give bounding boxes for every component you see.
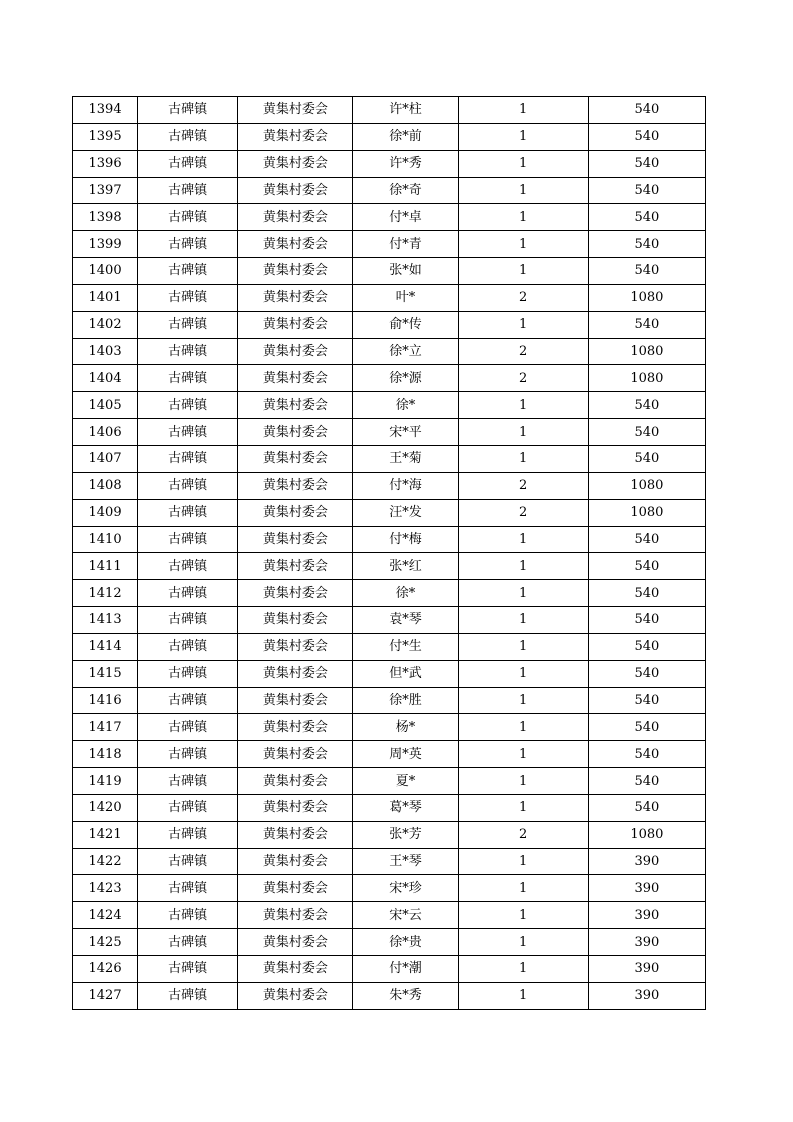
- count-cell: 1: [458, 231, 588, 258]
- table-row: [73, 526, 706, 553]
- amount-cell: 540: [588, 660, 705, 687]
- amount-cell: 1080: [588, 472, 705, 499]
- row-number-cell: 1394: [73, 97, 138, 124]
- table-row: [73, 929, 706, 956]
- count-cell: 1: [458, 982, 588, 1009]
- row-number-cell: 1424: [73, 902, 138, 929]
- row-number-cell: 1402: [73, 311, 138, 338]
- name-cell: 叶*: [353, 284, 458, 311]
- row-number-cell: 1406: [73, 419, 138, 446]
- town-cell: 古碑镇: [138, 714, 238, 741]
- name-cell: 徐*立: [353, 338, 458, 365]
- table-row: [73, 741, 706, 768]
- amount-cell: 540: [588, 419, 705, 446]
- amount-cell: 390: [588, 875, 705, 902]
- table-row: [73, 311, 706, 338]
- table-row: [73, 445, 706, 472]
- table-body: [73, 97, 706, 1010]
- count-cell: 1: [458, 607, 588, 634]
- count-cell: 1: [458, 419, 588, 446]
- village-committee-cell: 黄集村委会: [238, 231, 353, 258]
- name-cell: 汪*发: [353, 499, 458, 526]
- row-number-cell: 1409: [73, 499, 138, 526]
- count-cell: 1: [458, 902, 588, 929]
- table-row: [73, 794, 706, 821]
- town-cell: 古碑镇: [138, 741, 238, 768]
- town-cell: 古碑镇: [138, 311, 238, 338]
- name-cell: 周*英: [353, 741, 458, 768]
- amount-cell: 540: [588, 204, 705, 231]
- row-number-cell: 1419: [73, 768, 138, 795]
- amount-cell: 390: [588, 929, 705, 956]
- name-cell: 付*生: [353, 633, 458, 660]
- amount-cell: 540: [588, 794, 705, 821]
- town-cell: 古碑镇: [138, 821, 238, 848]
- count-cell: 1: [458, 123, 588, 150]
- table-row: [73, 553, 706, 580]
- table-row: [73, 875, 706, 902]
- row-number-cell: 1404: [73, 365, 138, 392]
- name-cell: 徐*奇: [353, 177, 458, 204]
- row-number-cell: 1398: [73, 204, 138, 231]
- table-row: [73, 956, 706, 983]
- town-cell: 古碑镇: [138, 607, 238, 634]
- count-cell: 1: [458, 445, 588, 472]
- amount-cell: 540: [588, 553, 705, 580]
- count-cell: 2: [458, 365, 588, 392]
- amount-cell: 540: [588, 768, 705, 795]
- row-number-cell: 1420: [73, 794, 138, 821]
- town-cell: 古碑镇: [138, 177, 238, 204]
- name-cell: 付*卓: [353, 204, 458, 231]
- row-number-cell: 1423: [73, 875, 138, 902]
- row-number-cell: 1422: [73, 848, 138, 875]
- count-cell: 1: [458, 150, 588, 177]
- amount-cell: 1080: [588, 499, 705, 526]
- row-number-cell: 1396: [73, 150, 138, 177]
- name-cell: 王*菊: [353, 445, 458, 472]
- table-row: [73, 338, 706, 365]
- table-row: [73, 982, 706, 1009]
- town-cell: 古碑镇: [138, 553, 238, 580]
- town-cell: 古碑镇: [138, 660, 238, 687]
- row-number-cell: 1401: [73, 284, 138, 311]
- row-number-cell: 1417: [73, 714, 138, 741]
- count-cell: 1: [458, 875, 588, 902]
- village-committee-cell: 黄集村委会: [238, 123, 353, 150]
- table-row: [73, 472, 706, 499]
- count-cell: 1: [458, 929, 588, 956]
- town-cell: 古碑镇: [138, 150, 238, 177]
- village-committee-cell: 黄集村委会: [238, 982, 353, 1009]
- table-row: [73, 419, 706, 446]
- row-number-cell: 1426: [73, 956, 138, 983]
- town-cell: 古碑镇: [138, 848, 238, 875]
- village-committee-cell: 黄集村委会: [238, 284, 353, 311]
- table-row: [73, 580, 706, 607]
- row-number-cell: 1413: [73, 607, 138, 634]
- name-cell: 夏*: [353, 768, 458, 795]
- village-committee-cell: 黄集村委会: [238, 768, 353, 795]
- name-cell: 张*如: [353, 258, 458, 285]
- town-cell: 古碑镇: [138, 419, 238, 446]
- count-cell: 1: [458, 714, 588, 741]
- table-row: [73, 633, 706, 660]
- amount-cell: 540: [588, 687, 705, 714]
- count-cell: 2: [458, 821, 588, 848]
- amount-cell: 1080: [588, 284, 705, 311]
- table-row: [73, 714, 706, 741]
- row-number-cell: 1412: [73, 580, 138, 607]
- table-row: [73, 365, 706, 392]
- amount-cell: 540: [588, 526, 705, 553]
- table-row: [73, 123, 706, 150]
- village-committee-cell: 黄集村委会: [238, 956, 353, 983]
- village-committee-cell: 黄集村委会: [238, 875, 353, 902]
- town-cell: 古碑镇: [138, 472, 238, 499]
- count-cell: 1: [458, 204, 588, 231]
- name-cell: 付*潮: [353, 956, 458, 983]
- amount-cell: 540: [588, 258, 705, 285]
- count-cell: 1: [458, 311, 588, 338]
- village-committee-cell: 黄集村委会: [238, 580, 353, 607]
- row-number-cell: 1416: [73, 687, 138, 714]
- count-cell: 1: [458, 768, 588, 795]
- town-cell: 古碑镇: [138, 875, 238, 902]
- amount-cell: 540: [588, 633, 705, 660]
- count-cell: 1: [458, 633, 588, 660]
- name-cell: 张*红: [353, 553, 458, 580]
- amount-cell: 540: [588, 311, 705, 338]
- row-number-cell: 1403: [73, 338, 138, 365]
- count-cell: 1: [458, 848, 588, 875]
- count-cell: 1: [458, 660, 588, 687]
- table-row: [73, 284, 706, 311]
- count-cell: 1: [458, 553, 588, 580]
- table-row: [73, 768, 706, 795]
- table-row: [73, 660, 706, 687]
- village-committee-cell: 黄集村委会: [238, 929, 353, 956]
- village-committee-cell: 黄集村委会: [238, 204, 353, 231]
- name-cell: 付*海: [353, 472, 458, 499]
- town-cell: 古碑镇: [138, 929, 238, 956]
- town-cell: 古碑镇: [138, 580, 238, 607]
- name-cell: 徐*: [353, 392, 458, 419]
- amount-cell: 1080: [588, 821, 705, 848]
- town-cell: 古碑镇: [138, 97, 238, 124]
- town-cell: 古碑镇: [138, 445, 238, 472]
- table-row: [73, 902, 706, 929]
- count-cell: 1: [458, 794, 588, 821]
- town-cell: 古碑镇: [138, 956, 238, 983]
- village-committee-cell: 黄集村委会: [238, 150, 353, 177]
- table-row: [73, 607, 706, 634]
- count-cell: 1: [458, 526, 588, 553]
- amount-cell: 540: [588, 607, 705, 634]
- name-cell: 朱*秀: [353, 982, 458, 1009]
- town-cell: 古碑镇: [138, 902, 238, 929]
- count-cell: 1: [458, 741, 588, 768]
- village-committee-cell: 黄集村委会: [238, 902, 353, 929]
- town-cell: 古碑镇: [138, 231, 238, 258]
- village-committee-cell: 黄集村委会: [238, 714, 353, 741]
- table-row: [73, 150, 706, 177]
- name-cell: 许*柱: [353, 97, 458, 124]
- town-cell: 古碑镇: [138, 982, 238, 1009]
- town-cell: 古碑镇: [138, 687, 238, 714]
- name-cell: 徐*源: [353, 365, 458, 392]
- table-row: [73, 177, 706, 204]
- village-committee-cell: 黄集村委会: [238, 553, 353, 580]
- amount-cell: 540: [588, 97, 705, 124]
- row-number-cell: 1399: [73, 231, 138, 258]
- name-cell: 宋*平: [353, 419, 458, 446]
- table-row: [73, 687, 706, 714]
- name-cell: 宋*云: [353, 902, 458, 929]
- table-row: [73, 204, 706, 231]
- row-number-cell: 1418: [73, 741, 138, 768]
- village-committee-cell: 黄集村委会: [238, 338, 353, 365]
- town-cell: 古碑镇: [138, 633, 238, 660]
- name-cell: 但*武: [353, 660, 458, 687]
- name-cell: 袁*琴: [353, 607, 458, 634]
- table-row: [73, 848, 706, 875]
- town-cell: 古碑镇: [138, 768, 238, 795]
- amount-cell: 540: [588, 123, 705, 150]
- village-committee-cell: 黄集村委会: [238, 177, 353, 204]
- table-row: [73, 231, 706, 258]
- name-cell: 张*芳: [353, 821, 458, 848]
- row-number-cell: 1415: [73, 660, 138, 687]
- village-committee-cell: 黄集村委会: [238, 794, 353, 821]
- village-committee-cell: 黄集村委会: [238, 499, 353, 526]
- count-cell: 1: [458, 258, 588, 285]
- village-committee-cell: 黄集村委会: [238, 311, 353, 338]
- row-number-cell: 1411: [73, 553, 138, 580]
- amount-cell: 540: [588, 392, 705, 419]
- village-committee-cell: 黄集村委会: [238, 392, 353, 419]
- town-cell: 古碑镇: [138, 365, 238, 392]
- village-committee-cell: 黄集村委会: [238, 607, 353, 634]
- row-number-cell: 1427: [73, 982, 138, 1009]
- count-cell: 2: [458, 499, 588, 526]
- amount-cell: 1080: [588, 338, 705, 365]
- count-cell: 1: [458, 177, 588, 204]
- amount-cell: 390: [588, 982, 705, 1009]
- village-committee-cell: 黄集村委会: [238, 741, 353, 768]
- amount-cell: 1080: [588, 365, 705, 392]
- row-number-cell: 1425: [73, 929, 138, 956]
- name-cell: 徐*胜: [353, 687, 458, 714]
- town-cell: 古碑镇: [138, 526, 238, 553]
- town-cell: 古碑镇: [138, 794, 238, 821]
- town-cell: 古碑镇: [138, 258, 238, 285]
- name-cell: 徐*贵: [353, 929, 458, 956]
- amount-cell: 540: [588, 231, 705, 258]
- amount-cell: 540: [588, 714, 705, 741]
- row-number-cell: 1400: [73, 258, 138, 285]
- village-committee-cell: 黄集村委会: [238, 419, 353, 446]
- village-committee-cell: 黄集村委会: [238, 445, 353, 472]
- row-number-cell: 1405: [73, 392, 138, 419]
- village-committee-cell: 黄集村委会: [238, 687, 353, 714]
- amount-cell: 390: [588, 902, 705, 929]
- table-row: [73, 97, 706, 124]
- amount-cell: 540: [588, 445, 705, 472]
- count-cell: 1: [458, 97, 588, 124]
- village-committee-cell: 黄集村委会: [238, 472, 353, 499]
- town-cell: 古碑镇: [138, 204, 238, 231]
- count-cell: 1: [458, 687, 588, 714]
- town-cell: 古碑镇: [138, 499, 238, 526]
- village-committee-cell: 黄集村委会: [238, 821, 353, 848]
- town-cell: 古碑镇: [138, 392, 238, 419]
- table-row: [73, 392, 706, 419]
- town-cell: 古碑镇: [138, 123, 238, 150]
- name-cell: 徐*前: [353, 123, 458, 150]
- name-cell: 俞*传: [353, 311, 458, 338]
- amount-cell: 390: [588, 848, 705, 875]
- town-cell: 古碑镇: [138, 284, 238, 311]
- name-cell: 王*琴: [353, 848, 458, 875]
- village-committee-cell: 黄集村委会: [238, 848, 353, 875]
- count-cell: 2: [458, 338, 588, 365]
- village-committee-cell: 黄集村委会: [238, 365, 353, 392]
- village-committee-cell: 黄集村委会: [238, 97, 353, 124]
- amount-cell: 540: [588, 177, 705, 204]
- village-committee-cell: 黄集村委会: [238, 258, 353, 285]
- table-row: [73, 499, 706, 526]
- count-cell: 1: [458, 580, 588, 607]
- table-row: [73, 821, 706, 848]
- amount-cell: 540: [588, 580, 705, 607]
- count-cell: 2: [458, 284, 588, 311]
- count-cell: 1: [458, 392, 588, 419]
- row-number-cell: 1410: [73, 526, 138, 553]
- amount-cell: 540: [588, 150, 705, 177]
- row-number-cell: 1397: [73, 177, 138, 204]
- row-number-cell: 1421: [73, 821, 138, 848]
- row-number-cell: 1407: [73, 445, 138, 472]
- village-committee-cell: 黄集村委会: [238, 633, 353, 660]
- table-row: [73, 258, 706, 285]
- row-number-cell: 1414: [73, 633, 138, 660]
- name-cell: 许*秀: [353, 150, 458, 177]
- name-cell: 葛*琴: [353, 794, 458, 821]
- name-cell: 付*梅: [353, 526, 458, 553]
- name-cell: 徐*: [353, 580, 458, 607]
- town-cell: 古碑镇: [138, 338, 238, 365]
- name-cell: 杨*: [353, 714, 458, 741]
- row-number-cell: 1408: [73, 472, 138, 499]
- amount-cell: 540: [588, 741, 705, 768]
- amount-cell: 390: [588, 956, 705, 983]
- count-cell: 2: [458, 472, 588, 499]
- count-cell: 1: [458, 956, 588, 983]
- name-cell: 宋*珍: [353, 875, 458, 902]
- village-committee-cell: 黄集村委会: [238, 526, 353, 553]
- name-cell: 付*青: [353, 231, 458, 258]
- row-number-cell: 1395: [73, 123, 138, 150]
- data-table: [72, 96, 706, 1010]
- village-committee-cell: 黄集村委会: [238, 660, 353, 687]
